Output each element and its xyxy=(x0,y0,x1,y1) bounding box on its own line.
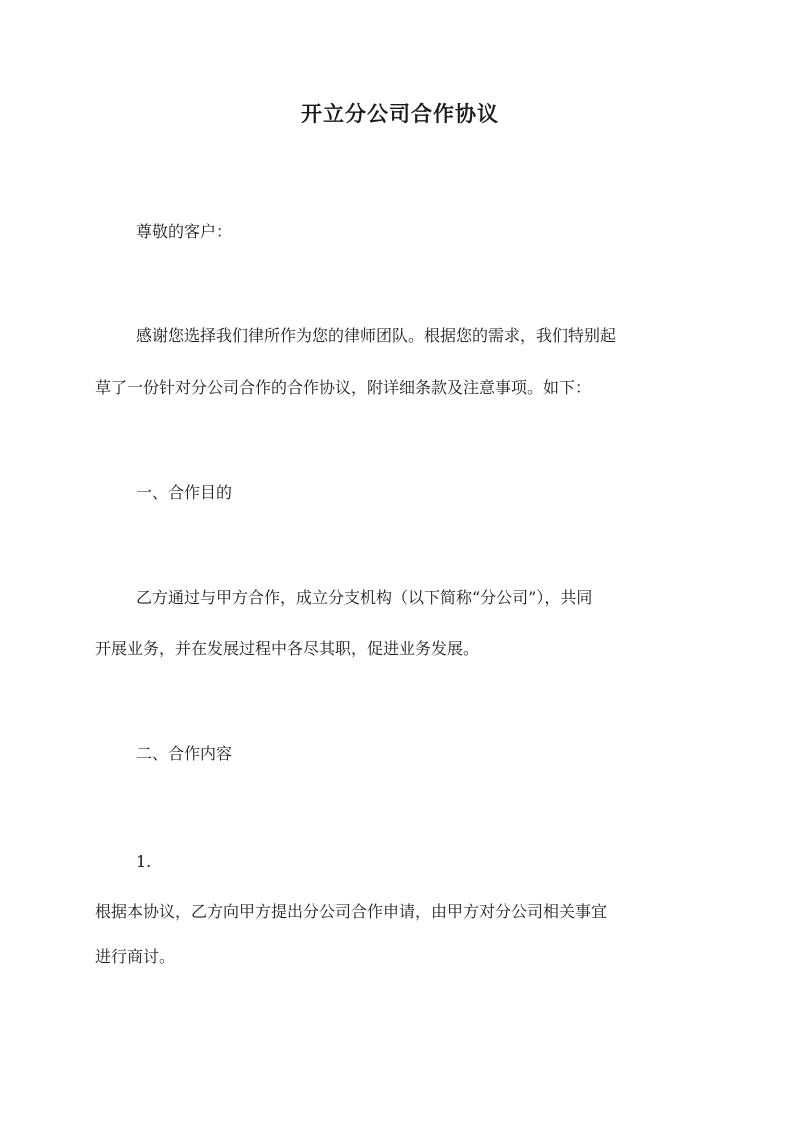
intro-paragraph-line-2: 草了一份针对分公司合作的合作协议，附详细条款及注意事项。如下： xyxy=(95,378,592,397)
section-1-paragraph-line-1: 乙方通过与甲方合作，成立分支机构（以下简称“分公司”），共同 xyxy=(136,588,593,607)
salutation: 尊敬的客户： xyxy=(136,222,233,241)
item-1-paragraph-line-1: 根据本协议，乙方向甲方提出分公司合作申请，由甲方对分公司相关事宜 xyxy=(95,902,608,921)
document-title: 开立分公司合作协议 xyxy=(301,101,499,126)
section-2-heading: 二、合作内容 xyxy=(136,744,233,763)
intro-paragraph-line-1: 感谢您选择我们律所作为您的律师团队。根据您的需求，我们特别起 xyxy=(136,326,617,345)
section-1-paragraph-line-2: 开展业务，并在发展过程中各尽其职，促进业务发展。 xyxy=(95,639,480,658)
section-1-heading: 一、合作目的 xyxy=(136,483,233,502)
item-1-paragraph-line-2: 进行商讨。 xyxy=(95,947,176,966)
item-1-number: 1. xyxy=(136,852,152,871)
